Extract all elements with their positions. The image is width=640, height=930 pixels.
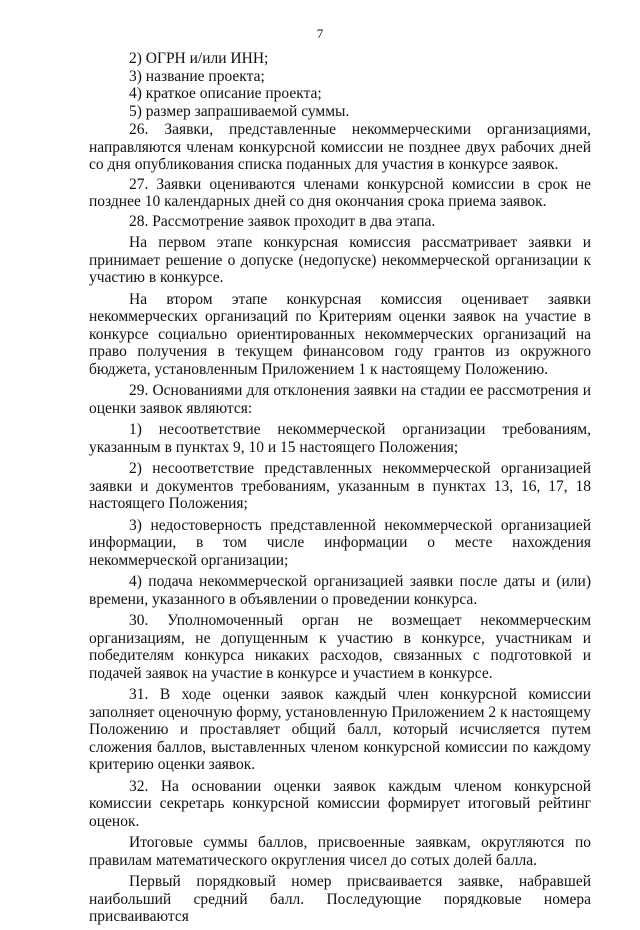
paragraph-29-item-2: 2) несоответствие представленных некоммерческой организацией заявки и документов требованиям, указанным в пунктах 13, 16, 17, 18 настоящего Положения;: [89, 460, 591, 512]
list-item-project-name: 3) название проекта;: [129, 67, 265, 85]
paragraph-29: 29. Основаниями для отклонения заявки на стадии ее рассмотрения и оценки заявок являются:: [89, 382, 591, 417]
paragraph-32: 32. На основании оценки заявок каждым членом конкурсной комиссии секретарь конкурсной комиссии формирует итоговый рейтинг оценок.: [89, 777, 591, 830]
list-item-ogrn: 2) ОГРН и/или ИНН;: [129, 50, 269, 67]
paragraph-second-stage: На втором этапе конкурсная комиссия оценивает заявки некоммерческих организаций по Критериям оценки заявок на участие в конкурсе социально ориентированных некоммерческих организаций на право получения в текущем финансовом году грантов из окружного бюджета, установленным Приложением 1 к настоящему Положению.: [89, 290, 591, 378]
list-item-requested-amount: 5) размер запрашиваемой суммы.: [129, 102, 350, 120]
paragraph-first-stage: На первом этапе конкурсная комиссия рассматривает заявки и принимает решение о допуске (недопуске) некоммерческой организации к участию в конкурсе.: [89, 234, 591, 286]
paragraph-30: 30. Уполномоченный орган не возмещает некоммерческим организациям, не допущенным к участию в конкурсе, участникам и победителям конкурса никаких расходов, связанных с подготовкой и подачей заявок на участие в конкурсе и участием в конкурсе.: [89, 612, 591, 682]
paragraph-rounding: Итоговые суммы баллов, присвоенные заявкам, округляются по правилам математического округления чисел до сотых долей балла.: [89, 834, 591, 869]
paragraph-31: 31. В ходе оценки заявок каждый член конкурсной комиссии заполняет оценочную форму, установленную Приложением 2 к настоящему Положению и проставляет общий балл, который исчисляется путем сложения баллов, выставленных членом конкурсной комиссии по каждому критерию оценки заявок.: [89, 686, 591, 773]
paragraph-28: 28. Рассмотрение заявок проходит в два этапа.: [129, 212, 436, 230]
paragraph-29-item-1: 1) несоответствие некоммерческой организации требованиям, указанным в пунктах 9, 10 и 15 настоящего Положения;: [89, 421, 591, 456]
paragraph-27: 27. Заявки оцениваются членами конкурсной комиссии в срок не позднее 10 календарных дней со дня окончания срока приема заявок.: [89, 175, 591, 210]
list-item-project-description: 4) краткое описание проекта;: [129, 85, 322, 102]
document-body: [89, 50, 591, 930]
paragraph-ranking: Первый порядковый номер присваивается заявке, набравшей наибольший средний балл. Последующие порядковые номера присваиваются: [89, 873, 591, 925]
paragraph-29-item-4: 4) подача некоммерческой организацией заявки после даты и (или) времени, указанного в объявлении о проведении конкурса.: [89, 573, 591, 608]
paragraph-26: 26. Заявки, представленные некоммерческими организациями, направляются членам конкурсной комиссии не позднее двух рабочих дней со дня опубликования списка поданных для участия в конкурсе заявок.: [89, 121, 591, 173]
page-number: 7: [316, 26, 324, 41]
paragraph-29-item-3: 3) недостоверность представленной некоммерческой организацией информации, в том числе информации о месте нахождения некоммерческой организации;: [89, 516, 591, 569]
